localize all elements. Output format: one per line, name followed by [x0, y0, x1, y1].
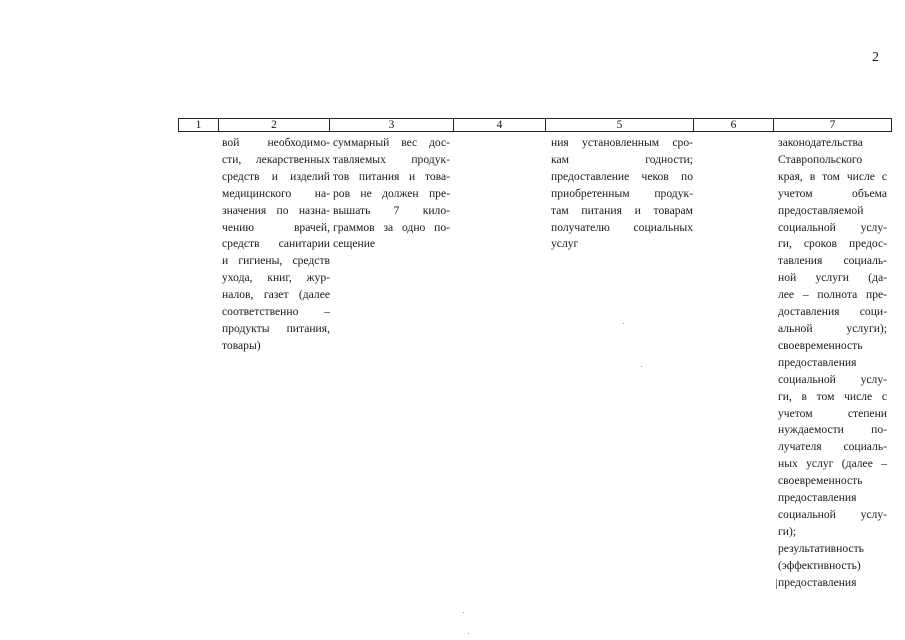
- text-line: продукты питания,: [222, 321, 330, 335]
- text-line: ги, в том числе с: [778, 389, 887, 403]
- text-line: граммов за одно по-: [333, 220, 450, 234]
- text-line: ния установленным сро-: [551, 136, 693, 149]
- header-col-6: 6: [694, 119, 774, 132]
- column-7-text: [778, 135, 887, 591]
- text-line: услуг: [551, 237, 579, 251]
- text-line: предоставляемой: [778, 203, 864, 217]
- text-line: доставления соци-: [778, 305, 887, 319]
- text-line: ров не должен пре-: [333, 186, 450, 200]
- header-col-4: 4: [454, 119, 546, 132]
- text-line: там питания и товарам: [551, 203, 693, 217]
- text-line: предоставления: [778, 491, 857, 505]
- scan-artifact-dot: [463, 612, 464, 613]
- text-line: социальной услу-: [778, 372, 887, 386]
- column-5-text: [551, 135, 693, 253]
- text-line: учетом степени: [778, 406, 887, 420]
- text-line: (эффективность): [778, 558, 861, 572]
- text-line: результативность: [778, 541, 864, 555]
- text-line: своевременность: [778, 474, 863, 488]
- header-col-7: 7: [774, 119, 892, 132]
- header-col-1: 1: [179, 119, 219, 132]
- column-3-text: [333, 135, 450, 253]
- text-line: медицинского на-: [222, 186, 330, 200]
- text-line: получателю социальных: [551, 220, 693, 234]
- text-line: предоставление чеков по: [551, 169, 693, 183]
- column-number-header: [178, 118, 892, 132]
- column-2-text: [222, 135, 330, 355]
- text-line: ухода, книг, жур-: [222, 271, 330, 285]
- text-line: средств санитарии: [222, 237, 330, 251]
- text-line: средств и изделий: [222, 169, 330, 183]
- page-number: 2: [872, 50, 879, 65]
- text-line: Ставропольского: [778, 152, 863, 166]
- text-line: чению врачей,: [222, 220, 330, 234]
- text-line: ных услуг (далее –: [778, 457, 887, 471]
- header-col-2: 2: [219, 119, 330, 132]
- text-line: тов питания и това-: [333, 169, 450, 183]
- text-line: кам годности;: [551, 152, 693, 166]
- scan-artifact-dot: [468, 633, 469, 634]
- text-line: товары): [222, 338, 261, 352]
- text-line: вой необходимо-: [222, 136, 330, 149]
- text-line: и гигиены, средств: [222, 254, 330, 268]
- text-line: суммарный вес дос-: [333, 136, 450, 149]
- text-line: приобретенным продук-: [551, 186, 693, 200]
- text-line: законодательства: [778, 136, 863, 149]
- text-line: края, в том числе с: [778, 169, 887, 183]
- scan-artifact-dot: [623, 323, 624, 324]
- text-line: предоставления: [778, 355, 857, 369]
- header-col-5: 5: [546, 119, 694, 132]
- text-line: лучателя социаль-: [778, 440, 887, 454]
- text-line: лее – полнота пре-: [778, 288, 887, 302]
- text-line: вышать 7 кило-: [333, 203, 450, 217]
- text-line: соответственно –: [222, 305, 330, 319]
- text-line: учетом объема: [778, 186, 887, 200]
- text-line: социальной услу-: [778, 507, 887, 521]
- scan-artifact-tick: [776, 579, 777, 589]
- text-line: своевременность: [778, 338, 863, 352]
- header-col-3: 3: [330, 119, 454, 132]
- scan-artifact-dot: [641, 366, 642, 367]
- text-line: налов, газет (далее: [222, 288, 330, 302]
- text-line: ги, сроков предос-: [778, 237, 887, 251]
- text-line: ной услуги (да-: [778, 271, 887, 285]
- text-line: сти, лекарственных: [222, 152, 330, 166]
- text-line: социальной услу-: [778, 220, 887, 234]
- text-line: нуждаемости по-: [778, 423, 887, 437]
- text-line: значения по назна-: [222, 203, 330, 217]
- text-line: предоставления: [778, 575, 857, 589]
- text-line: ги);: [778, 524, 797, 538]
- text-line: тавляемых продук-: [333, 152, 450, 166]
- text-line: альной услуги);: [778, 321, 887, 335]
- text-line: тавления социаль-: [778, 254, 887, 268]
- text-line: сещение: [333, 237, 376, 251]
